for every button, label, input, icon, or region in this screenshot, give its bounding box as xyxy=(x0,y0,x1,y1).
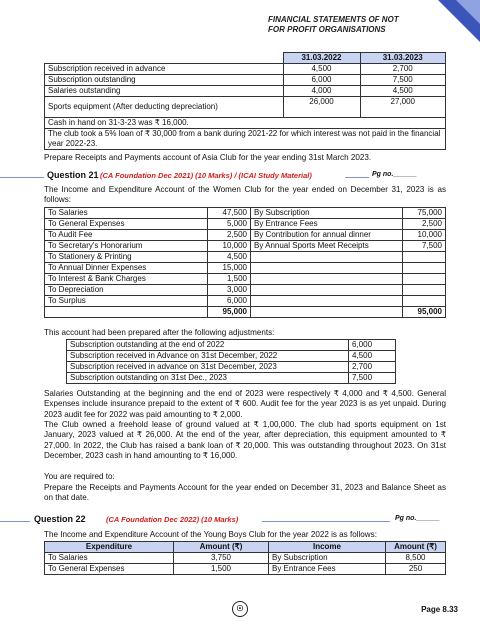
table-row xyxy=(45,241,446,252)
expenditure-amount: 3,750 xyxy=(174,553,269,564)
adjustment-para-2: The Club owned a freehold lease of ground valued at ₹ 1,00,000. The club had sports equipment on 1st January, 2023 valued at ₹ 26,000. At the end of the year, after depreciation, this equipment amounted to ₹ 27,000. In 2022, the Club has raised a bank loan of ₹ 20,000. This was outstanding throughout 2023. On 31st December, 2023 cash in hand amounting to ₹ 16,000. xyxy=(44,420,446,460)
income-label: By Contribution for annual dinner xyxy=(251,230,403,241)
table-row xyxy=(45,208,446,219)
page-number: Page 8.33 xyxy=(421,605,458,614)
income-label: By Subscription xyxy=(269,553,386,564)
publisher-logo-icon: ☉ xyxy=(232,601,248,617)
income-expenditure-table xyxy=(44,207,446,318)
question-intro: The Income and Expenditure Account of the Women Club for the year ended on December 31, 2023 is as follows: xyxy=(44,185,446,205)
expenditure-amount: 3,000 xyxy=(208,285,251,296)
loan-note: The club took a 5% loan of ₹ 30,000 from a bank during 2021-22 for which interest was not paid in the financial year 2022-23. xyxy=(45,129,446,150)
adjustment-label: Subscription received in advance on 31st December, 2023 xyxy=(67,362,349,373)
table-row xyxy=(45,263,446,274)
table-row xyxy=(45,564,446,575)
income-label xyxy=(251,274,403,285)
question-intro: The Income and Expenditure Account of the Young Boys Club for the year 2022 is as follows: xyxy=(44,530,377,539)
income-label xyxy=(251,252,403,263)
question-title: Question 22 xyxy=(34,514,86,524)
expenditure-label: To Salaries xyxy=(45,208,208,219)
row-value: 4,500 xyxy=(360,86,446,97)
row-value: 4,500 xyxy=(283,64,360,75)
table-row xyxy=(45,296,446,307)
young-boys-table xyxy=(44,541,446,575)
page-ref: Pg no.______ xyxy=(372,171,417,178)
adjustment-label: Subscription outstanding on 31st Dec., 2023 xyxy=(67,373,349,384)
rule xyxy=(345,177,369,178)
col-amount: Amount (₹) xyxy=(386,542,446,553)
balances-table xyxy=(44,52,446,150)
cash-note: Cash in hand on 31-3-23 was ₹ 16,000. xyxy=(45,118,446,129)
expenditure-label: To General Expenses xyxy=(45,564,174,575)
row-value: 6,000 xyxy=(283,75,360,86)
empty-cell xyxy=(251,307,403,318)
expenditure-amount: 15,000 xyxy=(208,263,251,274)
total-right: 95,000 xyxy=(403,307,446,318)
col-income: Income xyxy=(269,542,386,553)
adjustments-table xyxy=(66,339,396,384)
rule xyxy=(0,521,30,522)
row-label: Subscription received in advance xyxy=(45,64,284,75)
col-expenditure: Expenditure xyxy=(45,542,174,553)
col-2022: 31.03.2022 xyxy=(283,53,360,64)
expenditure-label: To Audit Fee xyxy=(45,230,208,241)
table-row xyxy=(45,274,446,285)
table-row xyxy=(45,553,446,564)
adjustment-value: 6,000 xyxy=(349,340,396,351)
income-amount xyxy=(403,252,446,263)
income-amount: 8,500 xyxy=(386,553,446,564)
income-label xyxy=(251,285,403,296)
question-title: Question 21 xyxy=(47,170,99,180)
adjustment-value: 2,700 xyxy=(349,362,396,373)
question-source: (CA Foundation Dec 2021) (10 Marks) / (ICAI Study Material) xyxy=(100,171,312,180)
question-21-header xyxy=(0,170,480,184)
row-label: Subscription outstanding xyxy=(45,75,284,86)
income-label xyxy=(251,296,403,307)
table-row xyxy=(45,129,446,150)
income-amount: 250 xyxy=(386,564,446,575)
adjustment-para-1: Salaries Outstanding at the beginning and the end of 2023 were respectively ₹ 4,000 and ₹ 4,500. General Expenses include insurance prepaid to the extent of ₹ 600. Audit fee for the year 2023 is as yet unpaid. During 2023 audit fee for 2022 was paid amounting to ₹ 2,000. xyxy=(44,389,446,419)
income-label: By Entrance Fees xyxy=(251,219,403,230)
adjustment-label: Subscription outstanding at the end of 2022 xyxy=(67,340,349,351)
running-header xyxy=(268,15,399,35)
expenditure-label: To Stationery & Printing xyxy=(45,252,208,263)
row-label: Salaries outstanding xyxy=(45,86,284,97)
expenditure-label: To Secretary's Honorarium xyxy=(45,241,208,252)
income-label: By Annual Sports Meet Receipts xyxy=(251,241,403,252)
corner-decoration-inner xyxy=(456,0,480,24)
income-amount xyxy=(403,263,446,274)
adjustment-label: Subscription received in Advance on 31st December, 2022 xyxy=(67,351,349,362)
adjustment-value: 4,500 xyxy=(349,351,396,362)
income-amount xyxy=(403,296,446,307)
table-row xyxy=(45,75,446,86)
expenditure-amount: 6,000 xyxy=(208,296,251,307)
table-row xyxy=(45,86,446,97)
income-amount: 2,500 xyxy=(403,219,446,230)
row-value: 27,000 xyxy=(360,97,446,118)
expenditure-label: To Annual Dinner Expenses xyxy=(45,263,208,274)
table-row xyxy=(45,219,446,230)
expenditure-amount: 2,500 xyxy=(208,230,251,241)
rule xyxy=(262,521,390,522)
income-label xyxy=(251,263,403,274)
expenditure-amount: 5,000 xyxy=(208,219,251,230)
table-row xyxy=(67,373,396,384)
adjustments-intro: This account had been prepared after the following adjustments: xyxy=(44,328,275,337)
table-row xyxy=(45,252,446,263)
question-source: (CA Foundation Dec 2022) (10 Marks) xyxy=(106,515,239,524)
table-row xyxy=(45,230,446,241)
required-text: Prepare the Receipts and Payments Account for the year ended on December 31, 2023 and Balance Sheet as on that date. xyxy=(44,483,446,503)
row-value: 26,000 xyxy=(283,97,360,118)
expenditure-label: To Depreciation xyxy=(45,285,208,296)
rule xyxy=(0,177,44,178)
table-row xyxy=(45,97,446,118)
row-label: Sports equipment (After deducting depreciation) xyxy=(45,97,284,118)
income-amount xyxy=(403,285,446,296)
expenditure-amount: 47,500 xyxy=(208,208,251,219)
income-label: By Subscription xyxy=(251,208,403,219)
instruction-text: Prepare Receipts and Payments account of Asia Club for the year ending 31st March 2023. xyxy=(44,153,372,162)
expenditure-label: To General Expenses xyxy=(45,219,208,230)
expenditure-label: To Interest & Bank Charges xyxy=(45,274,208,285)
income-amount: 75,000 xyxy=(403,208,446,219)
row-value: 7,500 xyxy=(360,75,446,86)
table-row xyxy=(45,64,446,75)
table-row xyxy=(67,340,396,351)
income-amount: 10,000 xyxy=(403,230,446,241)
empty-cell xyxy=(45,307,208,318)
expenditure-label: To Surplus xyxy=(45,296,208,307)
expenditure-amount: 1,500 xyxy=(174,564,269,575)
income-label: By Entrance Fees xyxy=(269,564,386,575)
corner-cell xyxy=(45,53,284,64)
total-row xyxy=(45,307,446,318)
required-label: You are required to: xyxy=(44,472,115,481)
table-row xyxy=(45,118,446,129)
income-amount xyxy=(403,274,446,285)
row-value: 2,700 xyxy=(360,64,446,75)
col-2023: 31.03.2023 xyxy=(360,53,446,64)
col-amount: Amount (₹) xyxy=(174,542,269,553)
table-row xyxy=(45,285,446,296)
table-row xyxy=(67,351,396,362)
header-line2: FOR PROFIT ORGANISATIONS xyxy=(268,25,386,34)
expenditure-amount: 4,500 xyxy=(208,252,251,263)
row-value: 4,000 xyxy=(283,86,360,97)
expenditure-label: To Salaries xyxy=(45,553,174,564)
total-left: 95,000 xyxy=(208,307,251,318)
header-line1: FINANCIAL STATEMENTS OF NOT xyxy=(268,15,399,24)
expenditure-amount: 10,000 xyxy=(208,241,251,252)
table-row xyxy=(67,362,396,373)
question-22-header xyxy=(0,514,480,528)
adjustment-value: 7,500 xyxy=(349,373,396,384)
income-amount: 7,500 xyxy=(403,241,446,252)
expenditure-amount: 1,500 xyxy=(208,274,251,285)
page-ref: Pg no.______ xyxy=(395,515,440,522)
